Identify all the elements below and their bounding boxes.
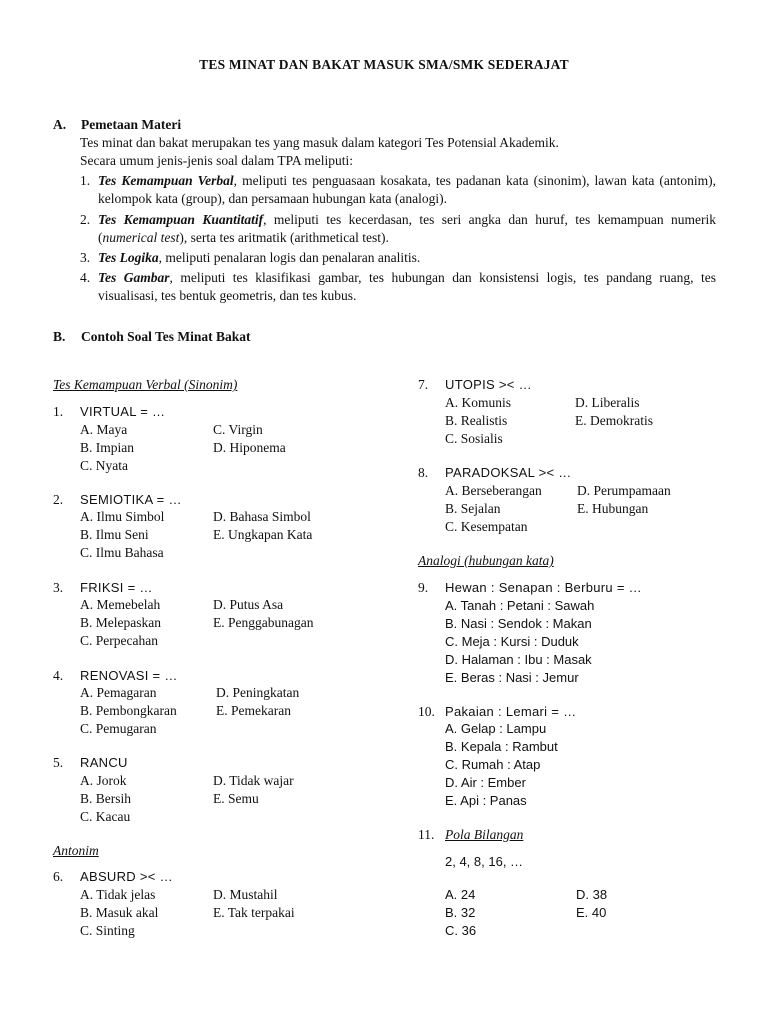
list-item-number: 3. — [80, 250, 91, 265]
question-number: 6. — [53, 869, 64, 884]
question-number: 9. — [418, 580, 429, 595]
question-text: ABSURD >< … — [80, 869, 173, 884]
number-sequence: 2, 4, 8, 16, … — [445, 854, 524, 869]
option-c: C. Perpecahan — [80, 633, 158, 648]
list-item-1 — [80, 172, 716, 208]
section-a-letter: A. — [53, 117, 67, 132]
section-a-intro-2: Secara umum jenis-jenis soal dalam TPA meliputi: — [80, 153, 353, 168]
desc-gambar: , meliputi tes klasifikasi gambar, tes hubungan dan konsistensi logis, tes pandang ruang, tes visualisasi, tes bentuk geometris, dan tes kubus. — [98, 270, 716, 303]
term-logika: Tes Logika — [98, 250, 159, 265]
option-d: D. Peningkatan — [216, 685, 300, 700]
question-number: 10. — [418, 704, 435, 719]
question-text: Hewan : Senapan : Berburu = … — [445, 580, 642, 595]
term-kuantitatif: Tes Kemampuan Kuantitatif — [98, 212, 264, 227]
option-e: E. Beras : Nasi : Jemur — [445, 670, 579, 685]
desc-kuantitatif-2: ), serta tes aritmatik (arithmetical test). — [179, 230, 389, 245]
question-text: UTOPIS >< … — [445, 377, 532, 392]
section-a-intro-1: Tes minat dan bakat merupakan tes yang masuk dalam kategori Tes Potensial Akademik. — [80, 135, 559, 150]
option-a: A. Komunis — [445, 395, 512, 410]
desc-logika: , meliputi penalaran logis dan penalaran analitis. — [158, 250, 421, 265]
option-e: E. Ungkapan Kata — [213, 527, 313, 542]
subhead-antonim: Antonim — [53, 843, 99, 858]
option-a: A. Maya — [80, 422, 128, 437]
option-d: D. Air : Ember — [445, 775, 526, 790]
option-b: B. Impian — [80, 440, 134, 455]
option-e: E. 40 — [576, 905, 607, 920]
subhead-sinonim: Tes Kemampuan Verbal (Sinonim) — [53, 377, 238, 392]
section-b-letter: B. — [53, 329, 66, 344]
list-item-3 — [80, 249, 716, 267]
option-b: B. Bersih — [80, 791, 132, 806]
question-number: 2. — [53, 492, 64, 507]
option-a: A. Ilmu Simbol — [80, 509, 165, 524]
term-verbal: Tes Kemampuan Verbal — [98, 173, 234, 188]
page-title: TES MINAT DAN BAKAT MASUK SMA/SMK SEDERAJAT — [199, 57, 569, 72]
option-d: D. Mustahil — [213, 887, 278, 902]
option-c: C. Kesempatan — [445, 519, 528, 534]
question-number: 3. — [53, 580, 64, 595]
option-e: E. Demokratis — [575, 413, 653, 428]
option-a: A. Memebelah — [80, 597, 161, 612]
desc-verbal: , meliputi tes penguasaan kosakata, tes padanan kata (sinonim), lawan kata (antonim), kelompok kata (group), dan persamaan hubungan kata (analogi). — [98, 173, 716, 206]
option-b: B. Ilmu Seni — [80, 527, 149, 542]
question-text: PARADOKSAL >< … — [445, 465, 572, 480]
option-a: A. 24 — [445, 887, 476, 902]
question-text: FRIKSI = … — [80, 580, 153, 595]
list-item-number: 4. — [80, 270, 91, 285]
option-b: B. Masuk akal — [80, 905, 159, 920]
list-item-number: 1. — [80, 173, 91, 188]
option-e: E. Pemekaran — [216, 703, 291, 718]
question-number: 8. — [418, 465, 429, 480]
question-number: 4. — [53, 668, 64, 683]
option-a: A. Jorok — [80, 773, 127, 788]
option-c-alt: C. Virgin — [213, 422, 263, 437]
question-text: RENOVASI = … — [80, 668, 178, 683]
option-c: C. Nyata — [80, 458, 128, 473]
option-d: D. Perumpamaan — [577, 483, 671, 498]
option-d: D. Liberalis — [575, 395, 640, 410]
section-b-heading — [53, 328, 251, 346]
section-a-heading — [53, 116, 181, 134]
option-c: C. Sosialis — [445, 431, 503, 446]
option-e: E. Hubungan — [577, 501, 649, 516]
term-gambar: Tes Gambar — [98, 270, 170, 285]
option-b: B. Pembongkaran — [80, 703, 177, 718]
option-e: E. Semu — [213, 791, 259, 806]
option-a: A. Pemagaran — [80, 685, 157, 700]
question-text: VIRTUAL = … — [80, 404, 166, 419]
list-item-2 — [80, 211, 716, 247]
option-d: D. Tidak wajar — [213, 773, 294, 788]
question-text: RANCU — [80, 755, 128, 770]
list-item-4 — [80, 269, 716, 305]
option-c: C. Meja : Kursi : Duduk — [445, 634, 579, 649]
question-text: Pakaian : Lemari = … — [445, 704, 577, 719]
question-number: 1. — [53, 404, 64, 419]
desc-kuantitatif-1: , meliputi tes kecerdasan, tes seri angka dan huruf, tes kemampuan numerik ( — [98, 212, 716, 245]
option-a: A. Tanah : Petani : Sawah — [445, 598, 595, 613]
option-b: B. Kepala : Rambut — [445, 739, 558, 754]
option-c: C. 36 — [445, 923, 477, 938]
subhead-analogi: Analogi (hubungan kata) — [418, 553, 554, 568]
option-e: E. Tak terpakai — [213, 905, 295, 920]
question-text: Pola Bilangan — [445, 827, 524, 842]
option-d: D. Putus Asa — [213, 597, 284, 612]
option-a: A. Berseberangan — [445, 483, 542, 498]
option-c: C. Ilmu Bahasa — [80, 545, 164, 560]
desc-kuantitatif-italic: numerical test — [102, 230, 180, 245]
list-item-number: 2. — [80, 212, 91, 227]
question-text: SEMIOTIKA = … — [80, 492, 182, 507]
section-a-title: Pemetaan Materi — [81, 117, 182, 132]
option-d: D. 38 — [576, 887, 608, 902]
option-c: C. Pemugaran — [80, 721, 157, 736]
option-c: C. Sinting — [80, 923, 135, 938]
option-d: D. Hiponema — [213, 440, 286, 455]
option-c: C. Rumah : Atap — [445, 757, 541, 772]
option-b: B. Realistis — [445, 413, 508, 428]
option-a: A. Gelap : Lampu — [445, 721, 547, 736]
question-number: 5. — [53, 755, 64, 770]
option-e: E. Api : Panas — [445, 793, 527, 808]
option-d: D. Halaman : Ibu : Masak — [445, 652, 592, 667]
option-b: B. 32 — [445, 905, 476, 920]
question-number: 7. — [418, 377, 429, 392]
option-d: D. Bahasa Simbol — [213, 509, 311, 524]
option-e: E. Penggabunagan — [213, 615, 314, 630]
option-b: B. Melepaskan — [80, 615, 161, 630]
option-b: B. Nasi : Sendok : Makan — [445, 616, 592, 631]
option-a: A. Tidak jelas — [80, 887, 156, 902]
option-c: C. Kacau — [80, 809, 131, 824]
question-number: 11. — [418, 827, 435, 842]
option-b: B. Sejalan — [445, 501, 501, 516]
section-b-title: Contoh Soal Tes Minat Bakat — [81, 329, 251, 344]
